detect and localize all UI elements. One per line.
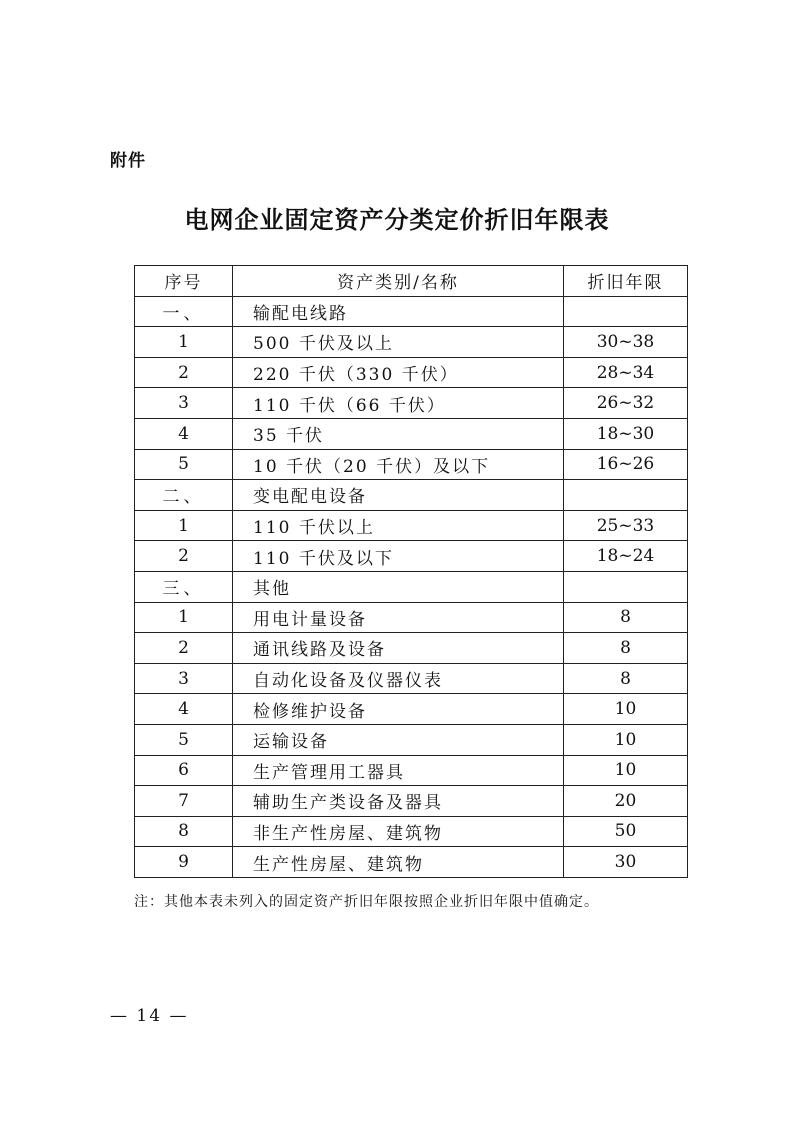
cell-asset-name: 输配电线路 xyxy=(233,296,564,327)
cell-number: 2 xyxy=(135,633,233,664)
table-row xyxy=(135,602,688,633)
cell-asset-name: 自动化设备及仪器仪表 xyxy=(233,663,564,694)
depreciation-table xyxy=(134,265,688,878)
cell-number: 二、 xyxy=(135,480,233,511)
table-row xyxy=(135,633,688,664)
table-section-row xyxy=(135,480,688,511)
cell-number: 三、 xyxy=(135,571,233,602)
cell-asset-name: 检修维护设备 xyxy=(233,694,564,725)
cell-asset-name: 10 千伏（20 千伏）及以下 xyxy=(233,449,564,480)
cell-asset-name: 35 千伏 xyxy=(233,418,564,449)
table-row xyxy=(135,418,688,449)
document-title: 电网企业固定资产分类定价折旧年限表 xyxy=(184,206,610,234)
cell-years: 10 xyxy=(564,694,688,725)
table-row xyxy=(135,541,688,572)
cell-years: 30~38 xyxy=(564,327,688,358)
table-row xyxy=(135,816,688,847)
cell-asset-name: 110 千伏及以下 xyxy=(233,541,564,572)
table-row xyxy=(135,694,688,725)
page-number: — 14 — xyxy=(110,1006,189,1026)
cell-number: 1 xyxy=(135,327,233,358)
cell-asset-name: 用电计量设备 xyxy=(233,602,564,633)
cell-number: 2 xyxy=(135,357,233,388)
header-asset-category: 资产类别/名称 xyxy=(233,266,564,297)
cell-years: 8 xyxy=(564,602,688,633)
table-row xyxy=(135,847,688,878)
cell-asset-name: 非生产性房屋、建筑物 xyxy=(233,816,564,847)
cell-years: 10 xyxy=(564,724,688,755)
table-row xyxy=(135,510,688,541)
cell-years: 26~32 xyxy=(564,388,688,419)
table-row xyxy=(135,357,688,388)
cell-asset-name: 生产性房屋、建筑物 xyxy=(233,847,564,878)
cell-asset-name: 辅助生产类设备及器具 xyxy=(233,786,564,817)
cell-number: 1 xyxy=(135,510,233,541)
header-number: 序号 xyxy=(135,266,233,297)
cell-asset-name: 110 千伏（66 千伏） xyxy=(233,388,564,419)
table-row xyxy=(135,663,688,694)
cell-number: 2 xyxy=(135,541,233,572)
cell-years: 10 xyxy=(564,755,688,786)
cell-years: 20 xyxy=(564,786,688,817)
table-row xyxy=(135,327,688,358)
cell-number: 4 xyxy=(135,418,233,449)
cell-years: 8 xyxy=(564,633,688,664)
cell-number: 9 xyxy=(135,847,233,878)
header-depreciation-years: 折旧年限 xyxy=(564,266,688,297)
table-header-row xyxy=(135,266,688,297)
cell-number: 4 xyxy=(135,694,233,725)
cell-asset-name: 生产管理用工器具 xyxy=(233,755,564,786)
cell-years xyxy=(564,571,688,602)
cell-years: 25~33 xyxy=(564,510,688,541)
table-row xyxy=(135,755,688,786)
cell-asset-name: 通讯线路及设备 xyxy=(233,633,564,664)
cell-number: 一、 xyxy=(135,296,233,327)
cell-number: 6 xyxy=(135,755,233,786)
cell-asset-name: 运输设备 xyxy=(233,724,564,755)
cell-asset-name: 220 千伏（330 千伏） xyxy=(233,357,564,388)
cell-years xyxy=(564,296,688,327)
attachment-label: 附件 xyxy=(110,151,146,171)
cell-number: 5 xyxy=(135,449,233,480)
cell-asset-name: 110 千伏以上 xyxy=(233,510,564,541)
table-row xyxy=(135,786,688,817)
cell-years: 18~24 xyxy=(564,541,688,572)
cell-years: 8 xyxy=(564,663,688,694)
table-row xyxy=(135,388,688,419)
table-section-row xyxy=(135,296,688,327)
cell-number: 1 xyxy=(135,602,233,633)
cell-number: 3 xyxy=(135,388,233,419)
cell-years xyxy=(564,480,688,511)
cell-years: 28~34 xyxy=(564,357,688,388)
cell-number: 3 xyxy=(135,663,233,694)
cell-number: 8 xyxy=(135,816,233,847)
table-row xyxy=(135,449,688,480)
table-footnote: 注：其他本表未列入的固定资产折旧年限按照企业折旧年限中值确定。 xyxy=(134,894,599,910)
cell-years: 50 xyxy=(564,816,688,847)
cell-asset-name: 500 千伏及以上 xyxy=(233,327,564,358)
cell-years: 16~26 xyxy=(564,449,688,480)
cell-years: 30 xyxy=(564,847,688,878)
table-body xyxy=(135,296,688,877)
cell-number: 5 xyxy=(135,724,233,755)
cell-number: 7 xyxy=(135,786,233,817)
cell-asset-name: 变电配电设备 xyxy=(233,480,564,511)
cell-years: 18~30 xyxy=(564,418,688,449)
table-row xyxy=(135,724,688,755)
cell-asset-name: 其他 xyxy=(233,571,564,602)
table-section-row xyxy=(135,571,688,602)
